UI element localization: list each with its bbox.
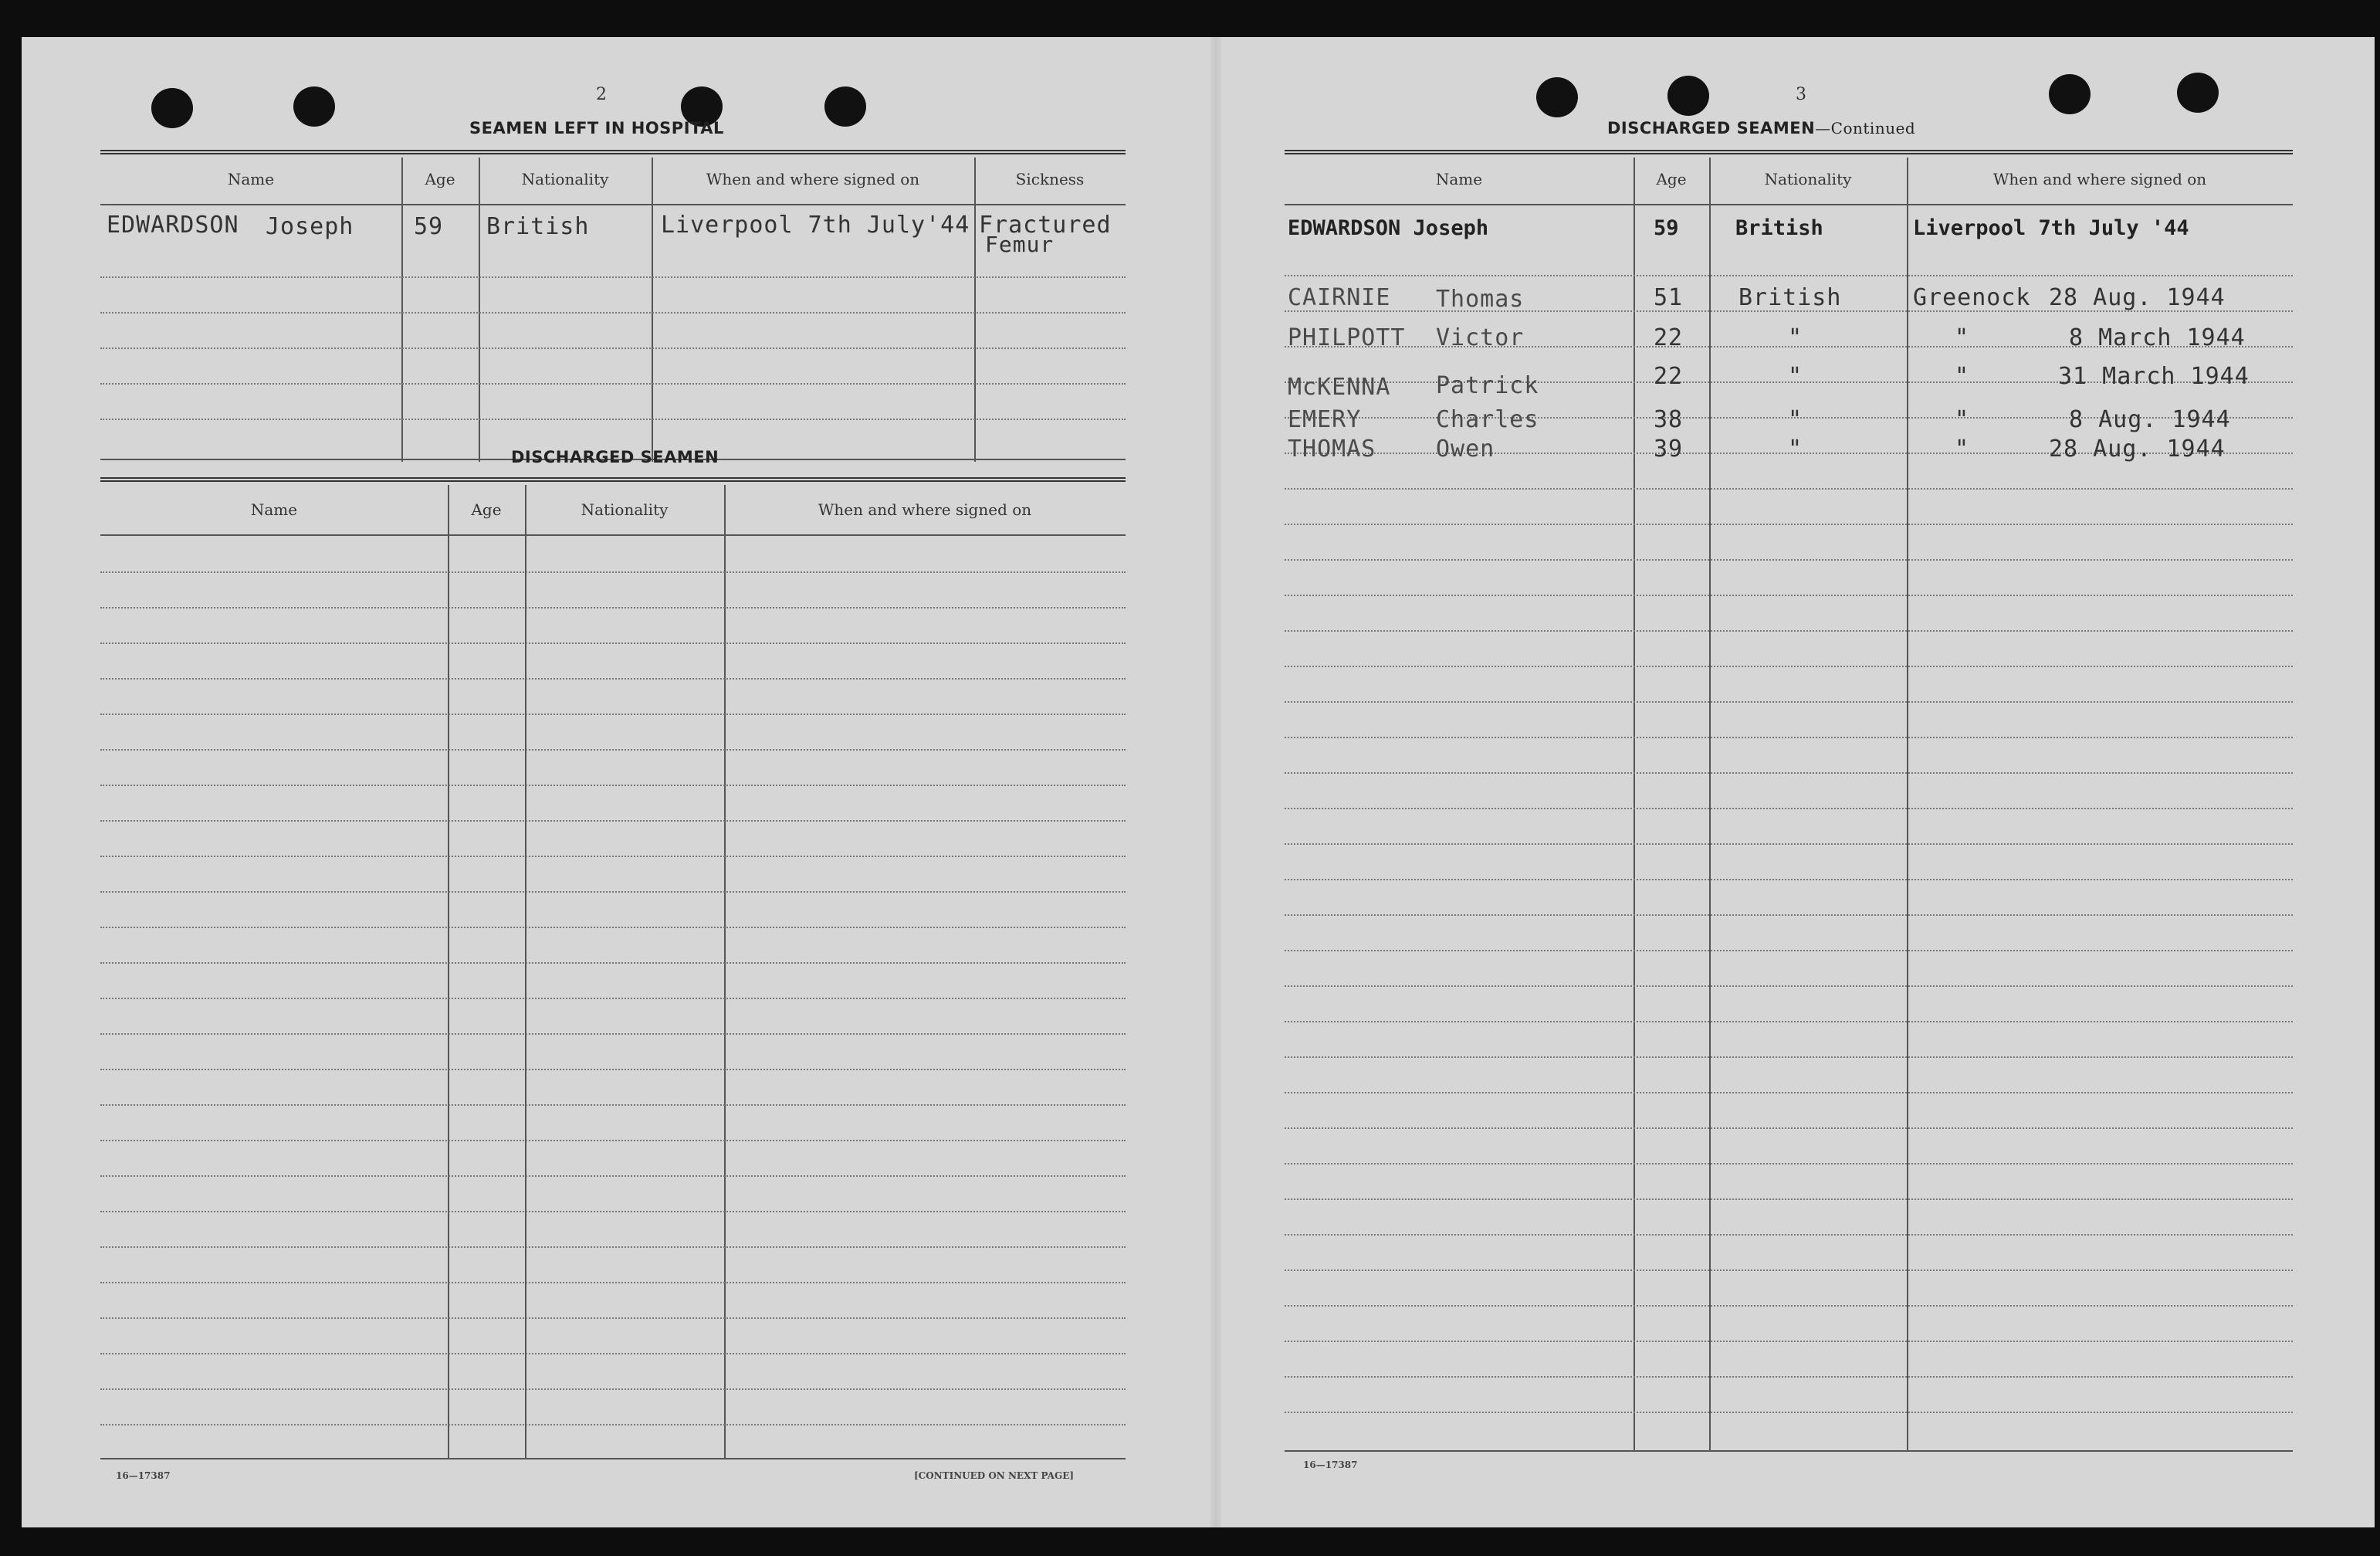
row-rule (1285, 1341, 2293, 1342)
page-number: 2 (596, 85, 607, 104)
row-rule (100, 276, 1126, 278)
left-page (22, 37, 1180, 1527)
row-rule (100, 1246, 1126, 1248)
entry-surname: EMERY (1288, 406, 1362, 433)
entry-place: Greenock (1913, 284, 2031, 311)
row-rule (1285, 772, 2293, 774)
row-rule (1285, 559, 2293, 561)
hospital-signed-on: Liverpool 7th July'44 (661, 212, 970, 239)
entry-surname: PHILPOTT (1288, 324, 1406, 351)
right-page (1257, 37, 2375, 1527)
entry-surname: CAIRNIE (1288, 284, 1391, 311)
row-rule (1285, 1234, 2293, 1236)
row-rule (1285, 879, 2293, 880)
column-divider (479, 158, 480, 462)
entry-age: 38 (1654, 406, 1684, 433)
column-divider (724, 485, 726, 1459)
entry-nationality: " (1788, 436, 1803, 463)
discharged-section-title: DISCHARGED SEAMEN (511, 448, 719, 466)
row-rule (1285, 1270, 2293, 1271)
row-rule (100, 998, 1126, 999)
row-rule (100, 1069, 1126, 1070)
hospital-sickness-line1: Fractured (979, 212, 1112, 239)
column-header-nationality: Nationality (1764, 170, 1852, 188)
entry-place: " (1955, 406, 1970, 433)
row-rule (100, 1104, 1126, 1106)
row-rule (100, 383, 1126, 385)
discharged-continued-title (1607, 119, 1915, 137)
column-header-nationality: Nationality (521, 170, 609, 188)
entry-nationality: " (1788, 363, 1803, 390)
row-rule (1285, 666, 2293, 667)
column-header-age: Age (1656, 170, 1687, 188)
entry-date: 28 Aug. 1944 (2049, 284, 2226, 311)
table-rule (1285, 150, 2293, 154)
column-divider (401, 158, 403, 462)
hospital-sickness-line2: Femur (985, 232, 1055, 257)
row-rule (1285, 595, 2293, 596)
row-rule (1285, 524, 2293, 525)
title-main: DISCHARGED SEAMEN (1607, 119, 1816, 137)
row-rule (100, 1140, 1126, 1141)
column-divider (974, 158, 976, 462)
row-rule (100, 891, 1126, 893)
row-rule (100, 962, 1126, 964)
row-rule (100, 1282, 1126, 1283)
row-rule (1285, 1163, 2293, 1164)
hospital-section-title: SEAMEN LEFT IN HOSPITAL (469, 119, 724, 137)
table-bottom-rule (1285, 1450, 2293, 1452)
page-number: 3 (1796, 85, 1806, 104)
row-rule (100, 785, 1126, 786)
entry-age: 39 (1654, 436, 1684, 463)
row-rule (100, 1033, 1126, 1035)
column-divider (448, 485, 449, 1459)
row-rule (1285, 1305, 2293, 1307)
row-rule (1285, 1092, 2293, 1093)
entry-nationality: " (1788, 324, 1803, 351)
column-header-age: Age (425, 170, 455, 188)
row-rule (1285, 737, 2293, 738)
row-rule (100, 749, 1126, 751)
row-rule (1285, 488, 2293, 490)
column-header-signed-on: When and where signed on (1992, 170, 2207, 188)
row-rule (100, 1175, 1126, 1177)
row-rule (1285, 985, 2293, 987)
entry-place: " (1955, 436, 1970, 463)
row-rule (1285, 1412, 2293, 1413)
row-rule (1285, 950, 2293, 951)
entry-date: 31 March 1944 (2058, 363, 2250, 390)
entry-forename: Owen (1436, 436, 1495, 463)
row-rule (100, 678, 1126, 680)
row-rule (1285, 1056, 2293, 1058)
entry-nationality: British (1738, 284, 1842, 311)
table-bottom-rule (100, 1458, 1126, 1459)
row-rule (1285, 843, 2293, 845)
row-rule (1285, 1021, 2293, 1022)
row-rule (100, 714, 1126, 715)
page-fold (1210, 37, 1221, 1527)
column-header-signed-on: When and where signed on (818, 500, 1032, 519)
row-rule (1285, 1127, 2293, 1129)
entry-surname: McKENNA (1288, 374, 1391, 401)
column-header-name: Name (250, 500, 298, 519)
struck-entry-nationality: British (1735, 216, 1823, 240)
column-divider (652, 158, 653, 462)
row-rule (1285, 914, 2293, 916)
entry-place: " (1955, 324, 1970, 351)
row-rule (100, 642, 1126, 644)
column-header-nationality: Nationality (581, 500, 669, 519)
column-header-name: Name (1435, 170, 1483, 188)
header-rule (1285, 204, 2293, 205)
entry-date: 28 Aug. 1944 (2049, 436, 2226, 463)
row-rule (100, 820, 1126, 822)
hospital-surname: EDWARDSON (107, 212, 239, 239)
hospital-forename: Joseph (266, 213, 354, 240)
entry-forename: Patrick (1436, 372, 1539, 399)
table-rule (100, 477, 1126, 482)
column-header-signed-on: When and where signed on (706, 170, 920, 188)
column-header-sickness: Sickness (1015, 170, 1085, 188)
row-rule (100, 347, 1126, 349)
row-rule (100, 1353, 1126, 1354)
row-rule (1285, 1198, 2293, 1200)
row-rule (100, 607, 1126, 609)
entry-forename: Thomas (1436, 286, 1525, 313)
row-rule (100, 1388, 1126, 1390)
entry-date: 8 March 1944 (2069, 324, 2246, 351)
entry-nationality: " (1788, 406, 1803, 433)
form-number: 16—17387 (1303, 1459, 1358, 1470)
entry-age: 51 (1654, 284, 1684, 311)
entry-age: 22 (1654, 363, 1684, 390)
entry-surname: THOMAS (1288, 436, 1376, 463)
entry-date: 8 Aug. 1944 (2069, 406, 2231, 433)
row-rule (1285, 630, 2293, 632)
row-rule (100, 419, 1126, 420)
entry-forename: Charles (1436, 406, 1539, 433)
header-rule (100, 534, 1126, 536)
row-rule (100, 856, 1126, 857)
row-rule (100, 312, 1126, 314)
struck-entry-signed-on: Liverpool 7th July '44 (1913, 216, 2189, 240)
entry-place: " (1955, 363, 1970, 390)
column-divider (1709, 158, 1711, 1452)
row-rule (1285, 275, 2293, 276)
hospital-nationality: British (486, 213, 590, 240)
title-continued: —Continued (1815, 119, 1916, 137)
row-rule (100, 1317, 1126, 1319)
column-divider (1633, 158, 1635, 1452)
entry-forename: Victor (1436, 324, 1525, 351)
form-number: 16—17387 (116, 1470, 171, 1481)
row-rule (1285, 701, 2293, 703)
hospital-age: 59 (414, 213, 444, 240)
table-rule (100, 150, 1126, 154)
row-rule (100, 927, 1126, 928)
header-rule (100, 204, 1126, 205)
struck-entry-age: 59 (1654, 216, 1679, 240)
entry-age: 22 (1654, 324, 1684, 351)
column-divider (525, 485, 526, 1459)
column-header-name: Name (227, 170, 275, 188)
row-rule (100, 1211, 1126, 1212)
column-header-age: Age (471, 500, 502, 519)
row-rule (1285, 808, 2293, 809)
row-rule (1285, 1376, 2293, 1378)
column-divider (1907, 158, 1908, 1452)
row-rule (100, 571, 1126, 573)
continued-note: [CONTINUED ON NEXT PAGE] (914, 1470, 1075, 1481)
struck-entry-name: EDWARDSON Joseph (1288, 216, 1489, 240)
scanned-register-spread (22, 37, 2375, 1527)
row-rule (100, 1424, 1126, 1425)
